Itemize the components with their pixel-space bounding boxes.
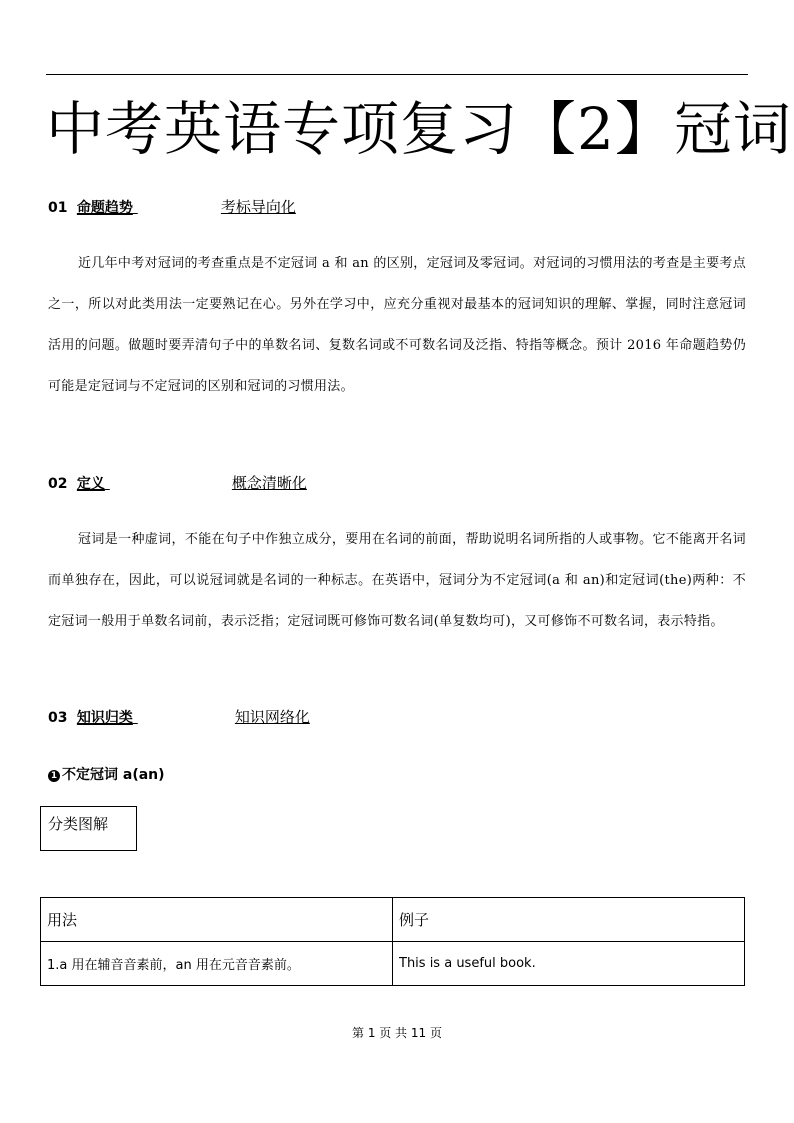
table-header-usage: 用法	[41, 898, 393, 942]
definition-paragraph: 冠词是一种虚词，不能在句子中作独立成分，要用在名词的前面，帮助说明名词所指的人或事物。它不能离开名词而单独存在，因此，可以说冠词就是名词的一种标志。在英语中，冠词分为不定冠词(a 和 an)和定冠词(the)两种：不定冠词一般用于单数名词前，表示泛指；定冠词既可修饰可数名词(单复数均可)，又可修饰不可数名词，表示特指。	[48, 532, 746, 629]
table-header-row	[41, 898, 745, 942]
section-heading-trend	[48, 197, 296, 218]
category-diagram-label: 分类图解	[40, 806, 137, 851]
table-cell-usage: 1.a 用在辅音音素前，an 用在元音音素前。	[41, 942, 393, 986]
section-subtitle: 知识网络化	[234, 708, 310, 726]
table-row	[41, 942, 745, 986]
table-header-example: 例子	[393, 898, 745, 942]
section-number: 01	[48, 200, 68, 216]
numbered-bullet-icon: 1	[48, 770, 60, 782]
section-name: 命题趋势	[76, 200, 133, 216]
usage-table	[40, 897, 745, 986]
page-title: 中考英语专项复习【2】冠词	[46, 95, 792, 163]
top-rule	[46, 74, 748, 75]
section-name: 知识归类	[76, 710, 133, 726]
bullet-heading-indefinite-article	[48, 765, 165, 785]
section-name: 定义	[76, 476, 105, 492]
trend-paragraph: 近几年中考对冠词的考查重点是不定冠词 a 和 an 的区别，定冠词及零冠词。对冠词的习惯用法的考查是主要考点之一，所以对此类用法一定要熟记在心。另外在学习中，应充分重视对最基本的冠词知识的理解、掌握，同时注意冠词活用的问题。做题时要弄清句子中的单数名词、复数名词或不可数名词及泛指、特指等概念。预计 2016 年命题趋势仍可能是定冠词与不定冠词的区别和冠词的习惯用法。	[48, 256, 746, 394]
section-heading-definition	[48, 473, 307, 494]
bullet-text: 不定冠词 a(an)	[62, 767, 165, 783]
section-subtitle: 考标导向化	[220, 198, 296, 216]
section-number: 03	[48, 710, 68, 726]
section-subtitle: 概念清晰化	[231, 474, 307, 492]
page-footer: 第 1 页 共 11 页	[352, 1026, 442, 1040]
section-number: 02	[48, 476, 68, 492]
section-heading-knowledge	[48, 707, 310, 728]
table-cell-example: This is a useful book.	[393, 942, 745, 986]
